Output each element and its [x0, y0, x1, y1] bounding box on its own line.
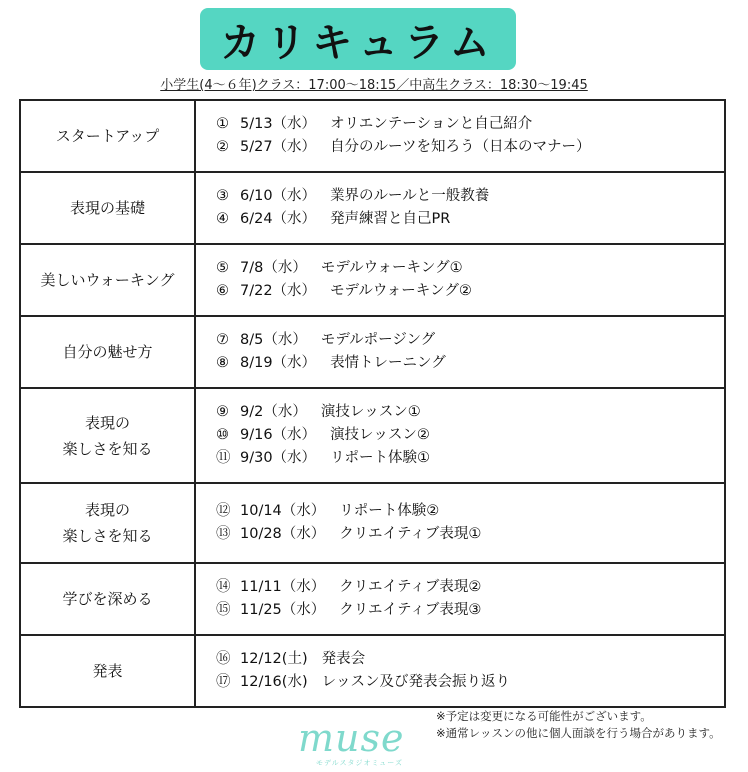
category-cell — [20, 635, 195, 707]
session-line — [216, 329, 724, 352]
session-date: 7/22（水） — [240, 283, 317, 299]
session-line — [216, 424, 724, 447]
session-topic: レッスン及び発表会振り返り — [321, 674, 510, 690]
session-date: 6/10（水） — [240, 188, 317, 204]
category-label: 表現の — [84, 501, 130, 519]
session-date: 8/19（水） — [240, 355, 317, 371]
session-line — [216, 599, 724, 622]
session-topic: 表情トレーニング — [330, 355, 446, 371]
session-date: 12/16(水) — [240, 674, 308, 690]
sessions-cell — [195, 316, 725, 388]
schedule-row — [20, 172, 725, 244]
sessions-cell — [195, 483, 725, 563]
session-number: ⑤ — [216, 260, 229, 276]
session-number: ⑯ — [216, 651, 231, 667]
session-date: 11/25（水） — [240, 602, 326, 618]
session-number: ⑥ — [216, 283, 229, 299]
session-date: 11/11（水） — [240, 579, 326, 595]
session-number: ⑧ — [216, 355, 229, 371]
note-line: ※通常レッスンの他に個人面談を行う場合があります。 — [436, 726, 721, 740]
session-topic: リポート体験① — [330, 450, 431, 466]
sessions-cell — [195, 100, 725, 172]
category-label: 自分の魅せ方 — [62, 343, 153, 361]
session-topic: オリエンテーションと自己紹介 — [330, 116, 533, 132]
session-number: ⑩ — [216, 427, 229, 443]
session-number: ① — [216, 116, 229, 132]
schedule-row — [20, 388, 725, 483]
schedule-row — [20, 244, 725, 316]
session-number: ④ — [216, 211, 229, 227]
session-topic: 発声練習と自己PR — [330, 211, 451, 227]
category-label: 学びを深める — [62, 590, 153, 608]
session-date: 10/28（水） — [240, 526, 326, 542]
category-cell — [20, 172, 195, 244]
session-date: 9/2（水） — [240, 404, 307, 420]
session-line — [216, 113, 724, 136]
category-cell — [20, 563, 195, 635]
session-line — [216, 257, 724, 280]
category-label: 発表 — [92, 662, 123, 680]
session-date: 9/30（水） — [240, 450, 317, 466]
sessions-cell — [195, 388, 725, 483]
session-line — [216, 671, 724, 694]
curriculum-table — [19, 99, 726, 708]
note-line: ※予定は変更になる可能性がございます。 — [436, 709, 652, 723]
category-label: 美しいウォーキング — [40, 271, 175, 289]
schedule-row — [20, 563, 725, 635]
session-line — [216, 576, 724, 599]
logo-wordmark: muse — [298, 716, 405, 760]
session-line — [216, 401, 724, 424]
session-topic: 演技レッスン② — [330, 427, 430, 443]
session-line — [216, 352, 724, 375]
category-cell — [20, 483, 195, 563]
session-line — [216, 185, 724, 208]
session-number: ⑦ — [216, 332, 229, 348]
schedule-row — [20, 100, 725, 172]
session-topic: モデルウォーキング② — [330, 283, 472, 299]
category-label: スタートアップ — [55, 127, 160, 145]
muse-logo — [298, 716, 438, 770]
session-number: ⑫ — [216, 503, 231, 519]
logo-subtitle: モデルスタジオミューズ — [316, 759, 403, 767]
session-date: 9/16（水） — [240, 427, 317, 443]
title-banner — [200, 8, 516, 70]
session-line — [216, 500, 724, 523]
category-cell — [20, 316, 195, 388]
notes — [436, 708, 721, 742]
session-topic: クリエイティブ表現② — [339, 579, 482, 595]
session-line — [216, 648, 724, 671]
session-number: ⑨ — [216, 404, 229, 420]
session-number: ⑭ — [216, 579, 231, 595]
session-date: 12/12(土) — [240, 651, 308, 667]
session-topic: 自分のルーツを知ろう（日本のマナー） — [330, 139, 591, 155]
session-date: 5/27（水） — [240, 139, 317, 155]
category-cell — [20, 388, 195, 483]
session-date: 5/13（水） — [240, 116, 317, 132]
session-number: ⑪ — [216, 450, 231, 466]
page-title: カリキュラム — [220, 19, 496, 66]
session-topic: 演技レッスン① — [320, 404, 421, 420]
session-number: ⑬ — [216, 526, 231, 542]
session-number: ⑰ — [216, 674, 231, 690]
session-line — [216, 208, 724, 231]
sessions-cell — [195, 244, 725, 316]
session-date: 6/24（水） — [240, 211, 317, 227]
session-topic: リポート体験② — [339, 503, 440, 519]
category-label: 楽しさを知る — [62, 439, 153, 458]
category-cell — [20, 244, 195, 316]
category-label: 表現の — [84, 413, 130, 432]
session-line — [216, 523, 724, 546]
session-topic: モデルウォーキング① — [320, 260, 463, 276]
schedule-row — [20, 483, 725, 563]
session-line — [216, 280, 724, 303]
category-cell — [20, 100, 195, 172]
session-topic: モデルポージング — [320, 332, 436, 348]
category-label: 表現の基礎 — [69, 199, 145, 217]
session-topic: 発表会 — [321, 651, 366, 667]
session-number: ② — [216, 139, 229, 155]
sessions-cell — [195, 172, 725, 244]
session-line — [216, 136, 724, 159]
schedule-row — [20, 635, 725, 707]
session-date: 7/8（水） — [240, 260, 307, 276]
session-line — [216, 447, 724, 470]
session-topic: クリエイティブ表現① — [339, 526, 482, 542]
category-label: 楽しさを知る — [62, 527, 153, 545]
session-topic: 業界のルールと一般教養 — [330, 188, 490, 204]
sessions-cell — [195, 563, 725, 635]
schedule-row — [20, 316, 725, 388]
class-times-subtitle: 小学生(4～６年)クラス：17:00～18:15／中高生クラス：18:30～19:45 — [160, 78, 588, 93]
sessions-cell — [195, 635, 725, 707]
session-date: 8/5（水） — [240, 332, 307, 348]
session-number: ③ — [216, 188, 229, 204]
session-number: ⑮ — [216, 602, 231, 618]
session-date: 10/14（水） — [240, 503, 326, 519]
session-topic: クリエイティブ表現③ — [339, 602, 482, 618]
